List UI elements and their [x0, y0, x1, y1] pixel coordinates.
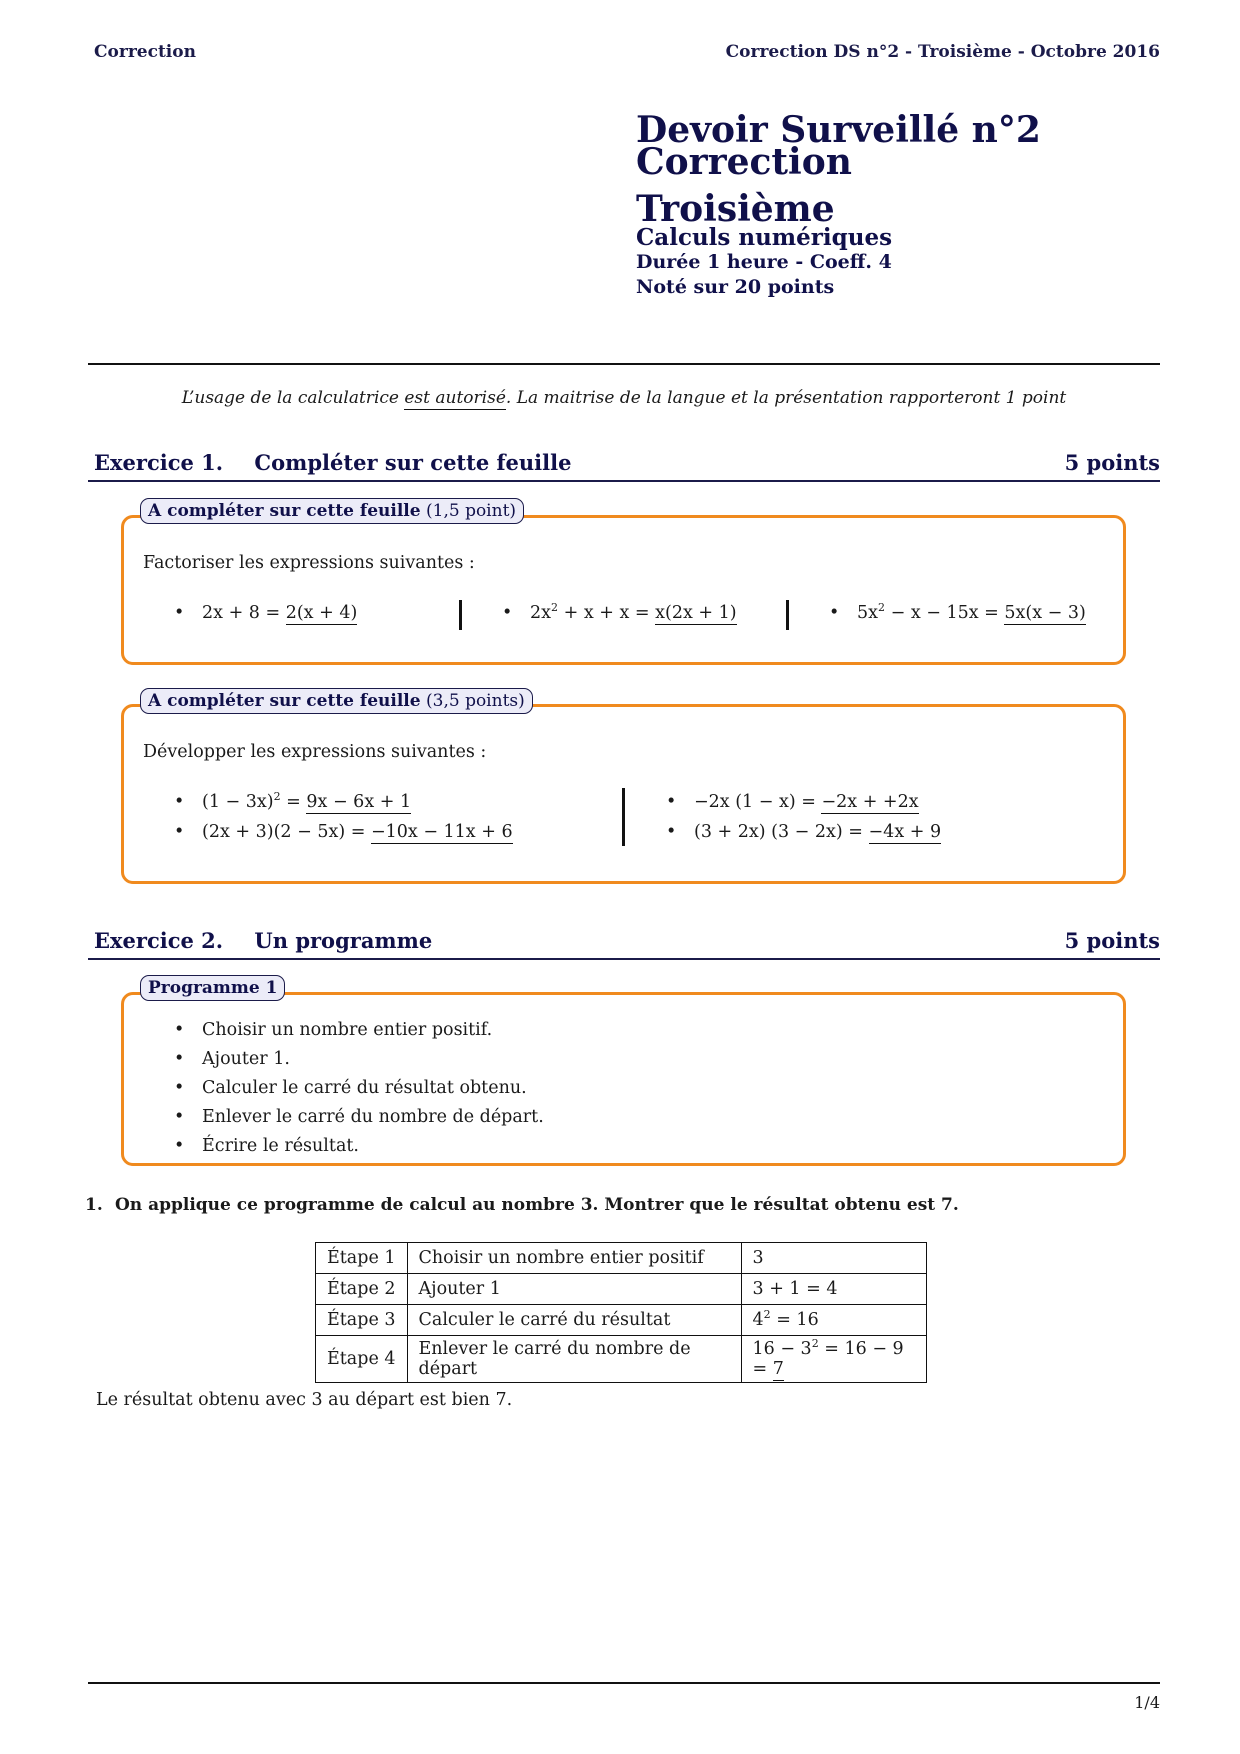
table-cell-value: $16 - 3^2 = 16 - 9 = 7$ — [741, 1336, 926, 1383]
develop-item-4 — [694, 822, 941, 842]
factorise-item-1-answer: 2(x + 4) — [285, 603, 358, 623]
table-cell-action: Calculer le carré du résultat — [407, 1305, 741, 1336]
bottom-rule — [88, 1682, 1160, 1684]
develop-tag-rest: (3,5 points) — [420, 691, 525, 711]
title-grading: Noté sur 20 points — [636, 276, 835, 298]
exercise2-rule — [88, 958, 1160, 960]
develop-item-1-lhs: (1 − 3x) — [202, 792, 274, 812]
table-cell-value: $4^2 = 16$ — [741, 1305, 926, 1336]
factorise-item-2: • $2x^2 + x + x = x(2x + 1)$ — [530, 603, 737, 623]
title-line2: Correction — [636, 141, 852, 183]
notice-before: L’usage de la calculatrice — [181, 388, 405, 408]
notice-underlined: est autorisé — [404, 388, 506, 408]
column-divider — [786, 600, 789, 630]
conclusion: Le résultat obtenu avec 3 au départ est bien 7. — [96, 1390, 513, 1410]
exercise1-points: 5 points — [1064, 450, 1160, 475]
develop-item-3 — [694, 792, 919, 812]
header-right: Correction DS n°2 - Troisième - Octobre 2016 — [725, 42, 1160, 62]
table-cell-step: Étape 1 — [316, 1243, 408, 1274]
table-cell-action: Choisir un nombre entier positif — [407, 1243, 741, 1274]
title-block — [636, 109, 1041, 300]
develop-tag-bold: A compléter sur cette feuille — [148, 691, 421, 711]
program-step-2: • Ajouter 1. — [202, 1049, 290, 1069]
exercise2-points: 5 points — [1064, 928, 1160, 953]
factorise-tag — [140, 498, 524, 524]
table-cell-action: Ajouter 1 — [407, 1274, 741, 1305]
develop-item-4-answer: −4x + 9 — [868, 822, 942, 842]
title-level: Troisième — [636, 188, 835, 230]
table-cell-action: Enlever le carré du nombre de départ — [407, 1336, 741, 1383]
notice — [88, 388, 1160, 408]
exercise1-heading — [94, 450, 1160, 475]
develop-item-1: • $(1 - 3x)^2 = 9x - 6x + 1$ — [202, 792, 411, 812]
factorise-instruction: Factoriser les expressions suivantes : — [143, 553, 475, 573]
table-cell-step: Étape 4 — [316, 1336, 408, 1383]
factorise-item-2-answer: x(2x + 1) — [655, 603, 737, 623]
exercise2-number: Exercice 2. — [94, 928, 224, 953]
table-row — [316, 1243, 927, 1274]
exercise1-rule — [88, 480, 1160, 482]
header-left: Correction — [94, 42, 196, 62]
develop-item-1-answer-text: 9x − 6x + 1 — [306, 792, 412, 812]
table-cell-value-base: 16 − 3 — [752, 1339, 812, 1359]
table-row — [316, 1274, 927, 1305]
develop-item-1-answer — [306, 792, 411, 814]
factorise-item-3-answer: 5x(x − 3) — [1004, 603, 1086, 623]
title-duration: Durée 1 heure - Coeff. 4 — [636, 251, 892, 273]
program-step-1: • Choisir un nombre entier positif. — [202, 1020, 492, 1040]
column-divider — [622, 788, 625, 846]
program-tag-label: Programme 1 — [148, 978, 278, 998]
develop-item-3-answer: −2x + +2x — [821, 792, 919, 812]
title-subject: Calculs numériques — [636, 224, 893, 251]
factorise-item-1-lhs: 2x + 8 = — [202, 603, 286, 623]
program-step-3: • Calculer le carré du résultat obtenu. — [202, 1078, 527, 1098]
notice-after: . La maitrise de la langue et la présentation rapporteront 1 point — [505, 388, 1067, 408]
develop-tag — [140, 688, 533, 714]
develop-instruction: Développer les expressions suivantes : — [143, 742, 487, 762]
develop-item-4-lhs: (3 + 2x) (3 − 2x) = — [694, 822, 869, 842]
develop-item-2-answer: −10x − 11x + 6 — [370, 822, 513, 842]
question1-text: On applique ce programme de calcul au nombre 3. Montrer que le résultat obtenu est 7. — [115, 1195, 959, 1215]
question1-number: 1. — [85, 1195, 103, 1215]
factorise-item-3-lhs: x − 15x = — [910, 603, 1005, 623]
title-line1: Devoir Surveillé n°2 — [636, 109, 1041, 151]
program-tag — [140, 975, 285, 1001]
factorise-box — [121, 515, 1126, 665]
factorise-item-3: • $5x^2 - x - 15x = 5x(x - 3)$ — [857, 603, 1086, 623]
page-number: 1/4 — [1134, 1693, 1160, 1712]
top-rule — [88, 363, 1160, 365]
column-divider — [459, 600, 462, 630]
factorise-item-1 — [202, 603, 357, 623]
factorise-tag-rest: (1,5 point) — [420, 501, 517, 521]
exercise2-heading — [94, 928, 1160, 953]
develop-item-3-lhs: −2x (1 − x) = — [694, 792, 822, 812]
table-cell-step: Étape 3 — [316, 1305, 408, 1336]
table-cell-value: 3 — [741, 1243, 926, 1274]
factorise-tag-bold: A compléter sur cette feuille — [148, 501, 421, 521]
factorise-item-2-lhs: x + x = — [583, 603, 656, 623]
table-row — [316, 1336, 927, 1383]
table-cell-step: Étape 2 — [316, 1274, 408, 1305]
steps-table — [315, 1242, 927, 1383]
program-step-4: • Enlever le carré du nombre de départ. — [202, 1107, 544, 1127]
exercise1-title: Compléter sur cette feuille — [254, 450, 572, 475]
program-step-5: • Écrire le résultat. — [202, 1136, 359, 1156]
table-cell-value-base: 4 — [752, 1310, 764, 1330]
develop-item-2 — [202, 822, 513, 842]
table-row — [316, 1305, 927, 1336]
exercise2-title: Un programme — [254, 928, 433, 953]
exercise1-number: Exercice 1. — [94, 450, 224, 475]
develop-item-2-lhs: (2x + 3)(2 − 5x) = — [202, 822, 371, 842]
table-cell-value: 3 + 1 = 4 — [741, 1274, 926, 1305]
